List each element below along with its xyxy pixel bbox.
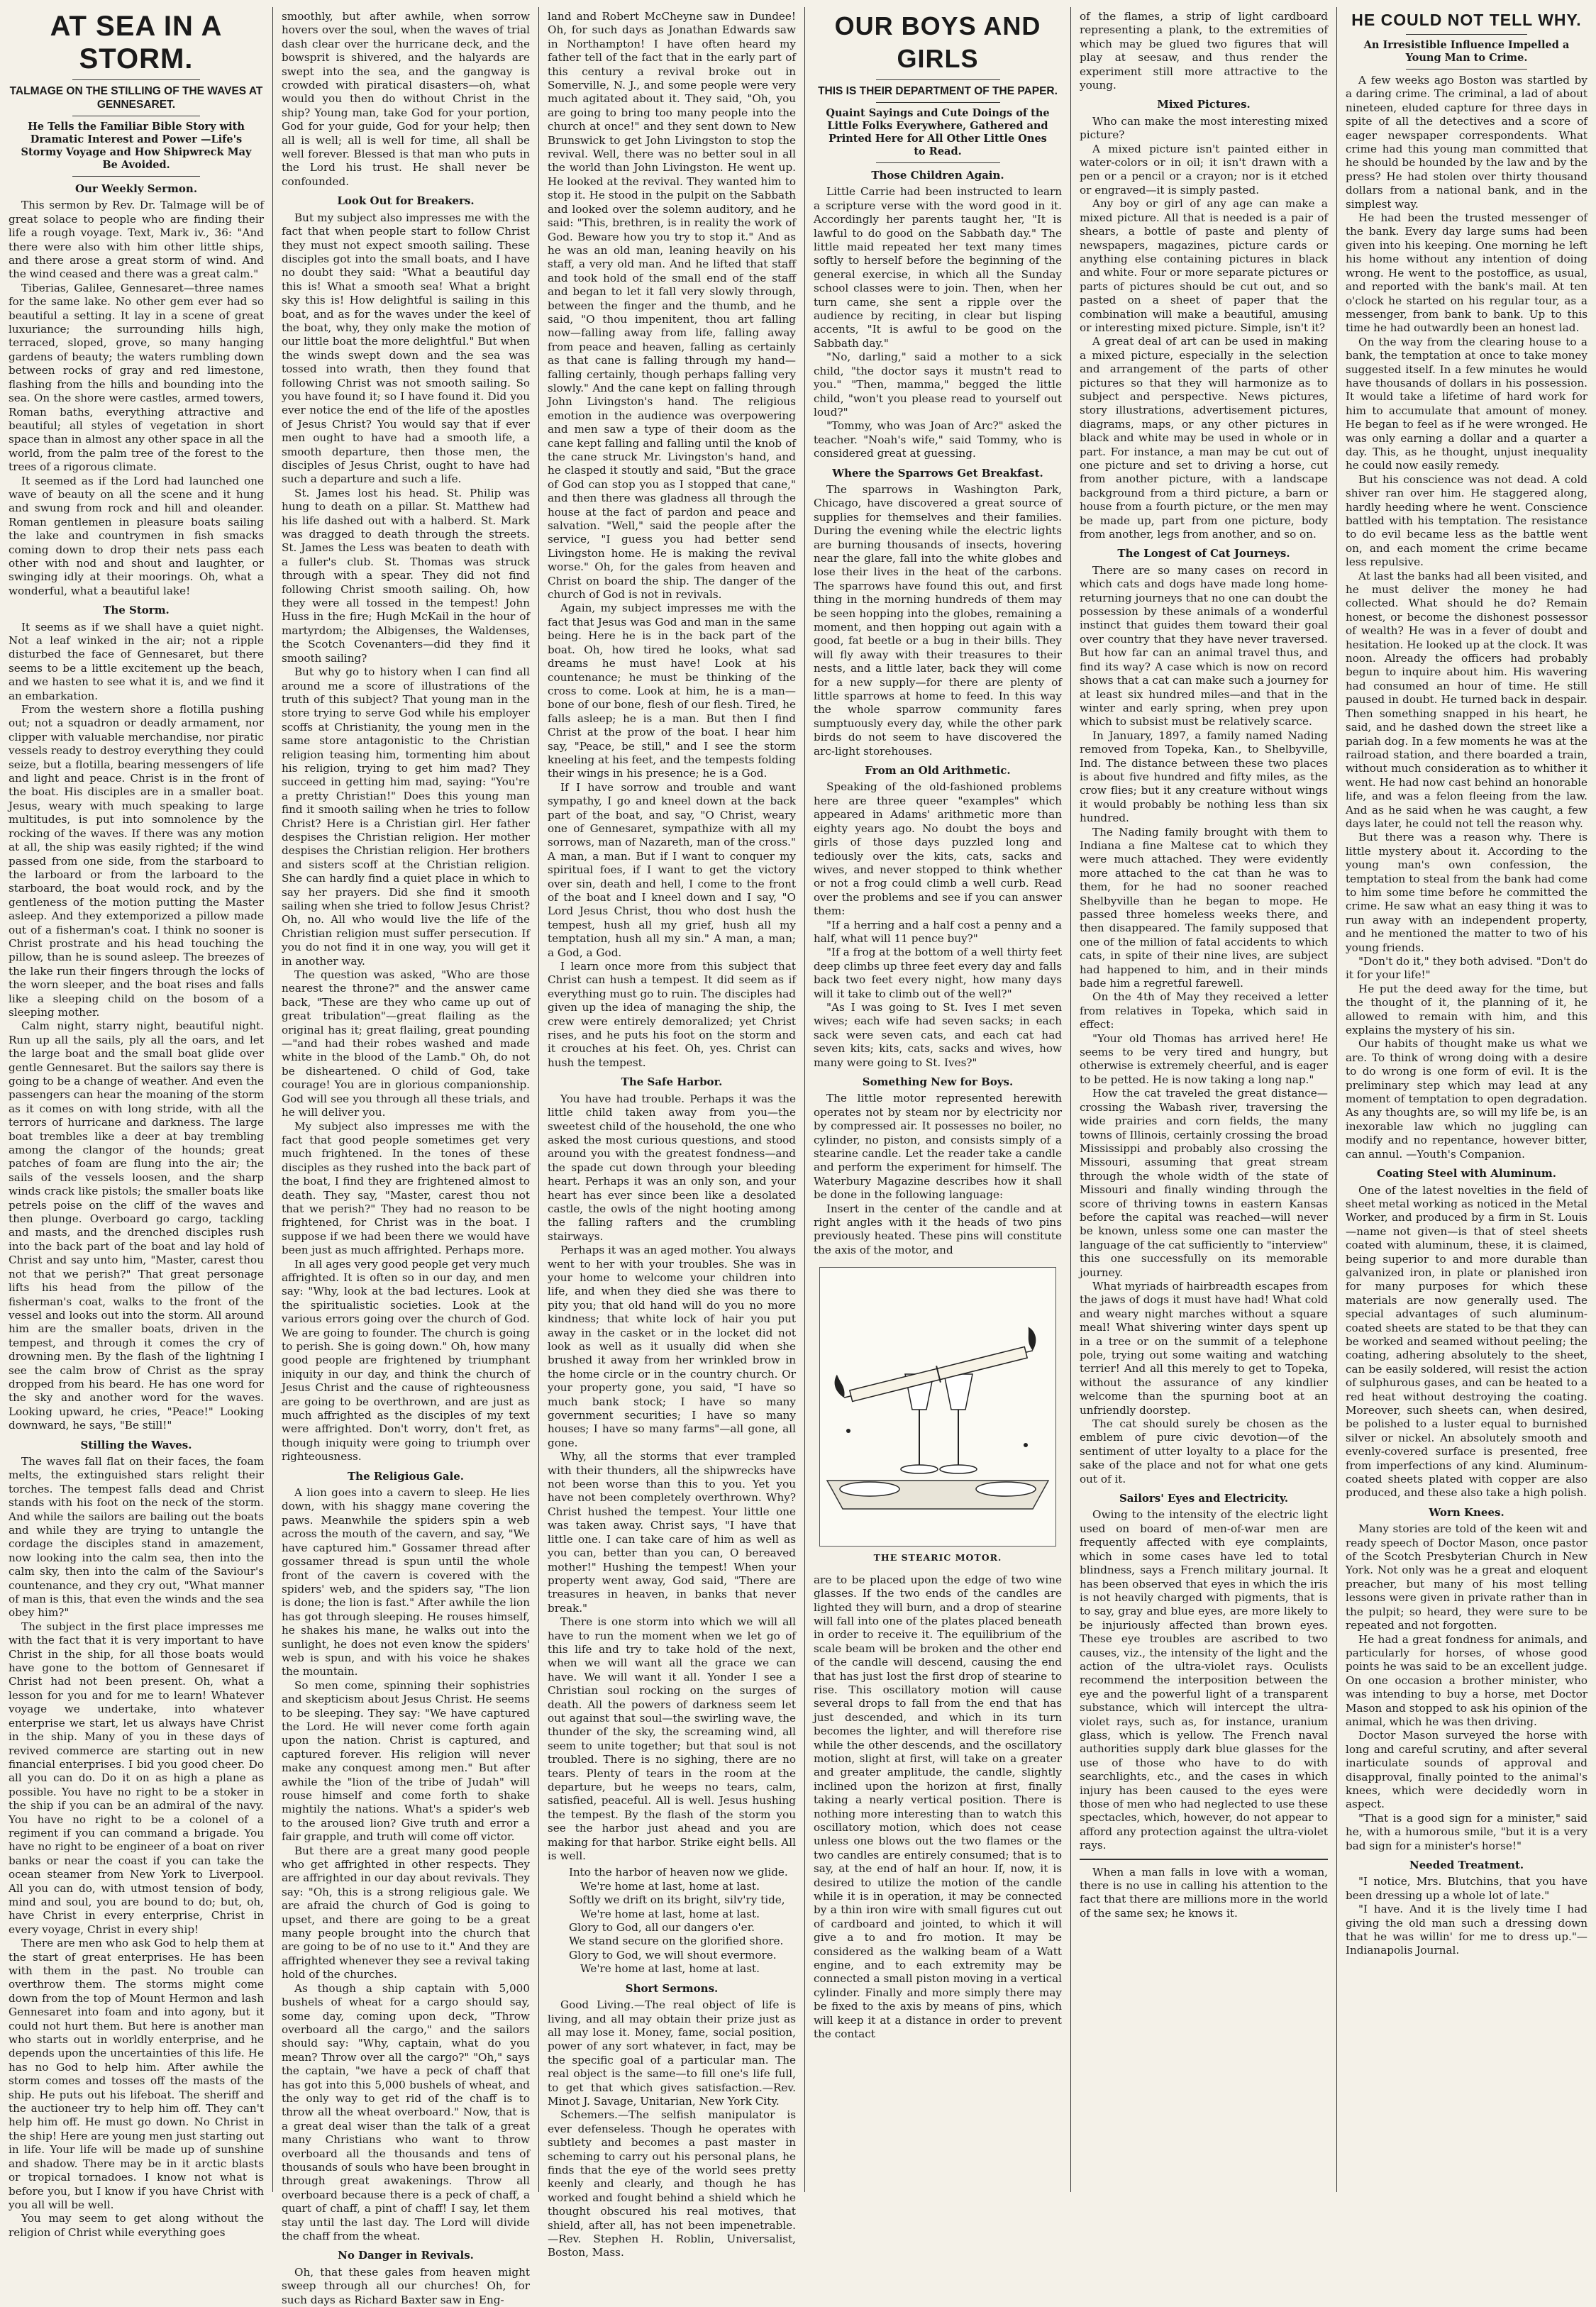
paragraph: Why, all the storms that ever trampled with their thunders, all the shipwrecks have not been worse than this to you. Yet you have not been completely overthrown. Why? Christ hushed the tempest. Your little one was taken away. Christ says, "I have that little one. I can take care of him as well as you can, better than you can, O bereaved mother!" Hushing the tempest! When your property went away, God said, "There are treasures in heaven, in banks that never break." (548, 1450, 796, 1615)
paragraph: I learn once more from this subject that Christ can hush a tempest. It did seem as if everything must go to ruin. The disciples had given up the idea of managing the ship, the crew were entirely demoralized; yet Christ rises, and he puts his foot on the storm and it crouches at his feet. Oh, yes. Christ can hush the tempest. (548, 960, 796, 1069)
section-heading: Those Children Again. (871, 169, 1004, 182)
column-rule (1070, 7, 1071, 2192)
paragraph: "Don't do it," they both advised. "Don't do it for your life!" (1346, 955, 1587, 982)
subhead: TALMAGE ON THE STILLING OF THE WAVES AT GENNESARET. (9, 85, 263, 111)
paragraph: "Your old Thomas has arrived here! He seems to be very tired and hungry, but otherwise is extremely cheerful, and is eager to be petted. He is now taking a long nap." (1080, 1031, 1328, 1086)
paragraph: From the western shore a flotilla pushing out; not a squadron or deadly armament, nor clipper with valuable merchandise, nor piratic vessels ready to destroy everything they could seize, but a flotilla, bearing messengers of life and light and peace. Christ is in the front of the boat. His disciples are in a smaller boat. Jesus, weary with much speaking to large multitudes, is put into somnolence by the rocking of the waves. If there was any motion at all, the ship was easily righted; if the wind passed from one side, from the starboard to the larboard or from the larboard to the starboard, the boat would rock, and by the gentleness of the motion putting the Master asleep. And they extemporized a pillow made out of a fisherman's coat. I think no sooner is Christ prostrate and his head touching the pillow, than he is sound asleep. The breezes of the lake run their fingers through the locks of the worn sleeper, and the boat rises and falls like a sleeping child on the bosom of a sleeping mother. (9, 703, 264, 1019)
paragraph: It seems as if we shall have a quiet night. Not a leaf winked in the air; not a ripple disturbed the face of Gennesaret, but there seems to be a little excitement up the beach, and we hasten to see what it is, and we find it an embarkation. (9, 620, 264, 702)
section-heading: The Storm. (103, 604, 170, 617)
paragraph: Many stories are told of the keen wit and ready speech of Doctor Mason, once pastor of the Scotch Presbyterian Church in New York. Not only was he a great and eloquent preacher, but many of his most telling lessons were given in private rather than in the pulpit; so heard, they were sure to be repeated and not forgotten. (1346, 1522, 1587, 1632)
subhead: THIS IS THEIR DEPARTMENT OF THE PAPER. (818, 85, 1058, 97)
paragraph: A few weeks ago Boston was startled by a daring crime. The criminal, a lad of about nineteen, eluded capture for three days in spite of all the detectives and a score of eager newspaper correspondents. What crime had this young man committed that he should be hounded by the law and by the press? He had stolen over thirty thousand dollars from a national bank, and in the simplest way. (1346, 74, 1587, 211)
section-heading: Sailors' Eyes and Electricity. (1119, 1492, 1289, 1505)
paragraph: The subject in the first place impresses me with the fact that it is very important to have Christ in the ship, for all those boats would have gone to the bottom of Gennesaret if Christ had not been present. Oh, what a lesson for you and for me to learn! Whatever voyage we undertake, into whatever enterprise we start, let us always have Christ in the ship. Many of you in these days of revived commerce are starting out in new financial enterprises. I bid you good cheer. Do all you can do. Do it on as high a plane as possible. You have no right to be a stoker in the ship if you can be an admiral of the navy. You have no right to be a colonel of a regiment if you can command a brigade. You have no right to be engineer of a boat on river banks or near the coast if you can take the ocean steamer from New York to Liverpool. All you can do, with utmost tension of body, mind and soul, you are bound to do; but, oh, have Christ in every enterprise, Christ in every voyage, Christ in every ship! (9, 1620, 264, 1936)
section-heading: From an Old Arithmetic. (865, 764, 1011, 778)
paragraph: He had been the trusted messenger of the bank. Every day large sums had been given into his keeping. One morning he left his home without any intention of doing wrong. He went to the postoffice, as usual, and reported with the bank's mail. At ten o'clock he started on his regular tour, as a messenger, from bank to bank. Up to this time he had outwardly been an honest lad. (1346, 211, 1587, 335)
headline-at-sea: AT SEA IN A STORM. (50, 11, 223, 74)
paragraph: But his conscience was not dead. A cold shiver ran over him. He staggered along, hardly heeding where he went. Conscience battled with his temptation. The resistance to do evil became less as the battle went on, and each moment the crime became less repulsive. (1346, 472, 1587, 569)
paragraph: St. James lost his head. St. Philip was hung to death on a pillar. St. Matthew had his life dashed out with a halberd. St. Mark was dragged to death through the streets. St. James the Less was beaten to death with a fuller's club. St. Thomas was struck through with a spear. They did not find following Christ smooth sailing. Oh, how they were all tossed in the tempest! John Huss in the fire; Hugh McKail in the hour of martyrdom; the Albigenses, the Waldenses, the Scotch Covenanters—did they find it smooth sailing? (282, 486, 530, 665)
section-heading: Needed Treatment. (1409, 1859, 1524, 1871)
paragraph: Again, my subject impresses me with the fact that Jesus was God and man in the same being. Here he is in the back part of the boat. Oh, how tired he looks, what sad dreams he must have! Look at his countenance; he must be thinking of the cross to come. Look at him, he is a man—bone of our bone, flesh of our flesh. Tired, he falls asleep; he is a man. But then I find Christ at the prow of the boat. I hear him say, "Peace, be still," and I see the storm kneeling at his feet, and the tempests folding their wings in his presence; he is a God. (548, 602, 796, 780)
divider (876, 79, 1000, 80)
paragraph: The cat should surely be chosen as the emblem of pure civic devotion—of the sentiment of utter loyalty to a place for the sake of the place and not for what one gets out of it. (1080, 1417, 1328, 1486)
paragraph: The waves fall flat on their faces, the foam melts, the extinguished stars relight their torches. The tempest falls dead and Christ stands with his foot on the neck of the storm. And while the sailors are bailing out the boats and while they are trying to untangle the cordage the disciples stand in amazement, now looking into the calm sea, then into the calm sky, then into the calm of the Saviour's countenance, and they cry out, "What manner of man is this, that even the winds and the sea obey him?" (9, 1454, 264, 1620)
poem-line: Into the harbor of heaven now we glide. (569, 1866, 788, 1879)
stearic-motor-illustration (819, 1267, 1056, 1547)
section-heading: No Danger in Revivals. (338, 2249, 474, 2262)
paragraph: Perhaps it was an aged mother. You always went to her with your troubles. She was in your home to welcome your children into life, and when they died she was there to pity you; that old hand will do you no more kindness; that white lock of hair you put away in the casket or in the locket did not look as well as it usually did when she brushed it away from her wrinkled brow in the home circle or in the country church. Or your property gone, you said, "I have so much bank stock; I have so many government securities; I have so many houses; I have so many farms"—all gone, all gone. (548, 1244, 796, 1449)
column-rule (804, 7, 805, 2192)
paragraph: "I have. And it is the lively time I had giving the old man such a dressing down that he was willin' for me to dress up."—Indianapolis Journal. (1346, 1903, 1587, 1957)
paragraph: "I notice, Mrs. Blutchins, that you have been dressing up a whole lot of late." (1346, 1875, 1587, 1902)
column-1 (9, 10, 264, 2239)
poem-line: We're home at last, home at last. (580, 1962, 760, 1976)
poem-line: Glory to God, all our dangers o'er. (569, 1921, 755, 1935)
paragraph: You have had trouble. Perhaps it was the little child taken away from you—the sweetest child of the household, the one who asked the most curious questions, and stood around you with the greatest fondness—and the spade cut down through your bleeding heart. Perhaps it was an only son, and your heart has ever since been like a desolated castle, the owls of the night hooting among the falling rafters and the crumbling stairways. (548, 1092, 796, 1243)
section-heading: Stilling the Waves. (80, 1438, 192, 1451)
poem (569, 1866, 796, 1976)
paragraph: The question was asked, "Who are those nearest the throne?" and the answer came back, "These are they who came up out of great tribulation"—great flailing as the original has it; great flailing, great pounding—"and had their robes washed and made white in the blood of the Lamb." Oh, do not be disheartened. O child of God, take courage! You are in glorious companionship. God will see you through all these trials, and he will deliver you. (282, 968, 530, 1119)
paragraph: "If a herring and a half cost a penny and a half, what will 11 pence buy?" (814, 918, 1062, 945)
illustration-caption: THE STEARIC MOTOR. (873, 1552, 1002, 1564)
paragraph: Oh, that these gales from heaven might sweep through all our churches! Oh, for such days as Richard Baxter saw in Eng- (282, 2265, 530, 2306)
paragraph: My subject also impresses me with the fact that good people sometimes get very much frightened. In the tones of these disciples as they rushed into the back part of the boat, I find they are frightened almost to death. They say, "Master, carest thou not that we perish?" They had no reason to be frightened, for Christ was in the boat. I suppose if we had been there we would have been just as much affrighted. Perhaps more. (282, 1119, 530, 1257)
paragraph: There is one storm into which we will all have to run the moment when we let go of this life and try to take hold of the next, when we will want all the grace we can have. We will want it all. Yonder I see a Christian soul rocking on the surges of death. All the powers of darkness seem let out against that soul—the swirling wave, the thunder of the sky, the screaming wind, all seem to unite together; but that soul is not troubled. There is no sighing, there are no tears. Plenty of tears in the room at the departure, but he weeps no tears, calm, satisfied, peaceful. All is well. Jesus hushing the tempest. By the flash of the storm you see the harbor just ahead and you are making for that harbor. Strike eight bells. All is well. (548, 1615, 796, 1863)
paragraph: But there are a great many good people who get affrighted in other respects. They are affrighted in our day about revivals. They say: "Oh, this is a strong religious gale. We are afraid the church of God is going to upset, and there are going to be a great many people brought into the church that are going to be of no use to it." And they are affrighted whenever they see a revival taking hold of the churches. (282, 1844, 530, 1981)
poem-line: We're home at last, home at last. (580, 1879, 760, 1893)
paragraph: In all ages very good people get very much affrighted. It is often so in our day, and men say: "Why, look at the bad lectures. Look at the spiritualistic societies. Look at the various errors going over the church of God. We are going to founder. The church is going to perish. She is going down." Oh, how many good people are frightened by triumphant iniquity in our day, and think the church of Jesus Christ and the cause of righteousness are going to be overthrown, and are just as much affrighted as the disciples of my text were affrighted. Don't worry, don't fret, as though iniquity were going to triumph over righteousness. (282, 1257, 530, 1464)
paragraph: Tiberias, Galilee, Gennesaret—three names for the same lake. No other gem ever had so beautiful a setting. It lay in a scene of great luxuriance; the surrounding hills high, terraced, sloped, grove, so many hanging gardens of beauty; the waters rumbling down between rocks of gray and red limestone, flashing from the hills and bounding into the sea. On the shore were castles, armed towers, Roman baths, everything attractive and beautiful; all styles of vegetation in short space than in almost any other space in all the world, from the palm tree of the forest to the trees of a rigorous climate. (9, 281, 264, 474)
paragraph: Speaking of the old-fashioned problems here are three queer "examples" which appeared in Adams' arithmetic more than eighty years ago. No doubt the boys and girls of those days puzzled long and tediously over the kits, cats, sacks and wives, and never stopped to think whether or not a frog could climb a well curb. Read over the problems and see if you can answer them: (814, 780, 1062, 918)
poem-line: We stand secure on the glorified shore. (569, 1935, 784, 1948)
section-heading: Worn Knees. (1429, 1505, 1504, 1519)
section-heading: Coating Steel with Aluminum. (1376, 1167, 1557, 1180)
paragraph: How the cat traveled the great distance—crossing the Wabash river, traversing the wide prairies and corn fields, the many towns of Illinois, certainly crossing the broad Mississippi and probably also crossing the Missouri, assuming that great stream through the whole width of the state of Missouri and finally winding through the score of thriving towns in eastern Kansas before the capital was reached—will never be known, unless some one can master the language of the cat sufficiently to "interview" this one successfully on its memorable journey. (1080, 1087, 1328, 1279)
paragraph: A great deal of art can be used in making a mixed picture, especially in the selection and arrangement of the parts of other pictures so that they will harmonize as to subject and perspective. News pictures, story illustrations, advertisement pictures, diagrams, maps, or any other pictures in black and white may be used in whole or in part. For instance, a man may be cut out of one picture and set to driving a horse, cut from another picture, with a landscape background from a third picture, a barn or house from a fourth picture, or the men may be made up, part from one picture, body from another, legs from another, and so on. (1080, 335, 1328, 541)
paragraph: A mixed picture isn't painted either in water-colors or in oil; it isn't drawn with a pen or a pencil or a crayon; nor is it etched or engraved—it is simply pasted. (1080, 142, 1328, 197)
paragraph: At last the banks had all been visited, and he must deliver the money he had collected. What should he do? Remain honest, or become the dishonest possessor of wealth? He was in a fever of doubt and hesitation. He looked up at the clock. It was noon. Already the officers had probably begun to inquire about him. His wavering had consumed an hour of time. He still paused in doubt. He turned back in despair. Then something snapped in his heart, he said, and he dashed down the street like a pariah dog. In a few moments he was at the railroad station, and there boarded a train, without much consideration as to whither it went. He had now cast behind an honorable life, and was a felon fleeing from the law. And as he said when he was caught, a few days later, he could not tell the reason why. (1346, 569, 1587, 830)
column-2 (282, 10, 530, 2306)
paragraph: "Tommy, who was Joan of Arc?" asked the teacher. "Noah's wife," said Tommy, who is considered great at guessing. (814, 419, 1062, 460)
paragraph: But why go to history when I can find all around me a score of illustrations of the truth of this subject? That young man in the store trying to serve God while his employer scoffs at Christianity, the young men in the same store antagonistic to the Christian religion teasing him, tormenting him about his religion, trying to get him mad? They succeed in getting him mad, saying: "You're a pretty Christian!" Does this young man find it smooth sailing when he tries to follow Christ? Here is a Christian girl. Her father despises the Christian religion. Her mother despises the Christian religion. Her brothers and sisters scoff at the Christian religion. She can hardly find a quiet place in which to say her prayers. Did she find it smooth sailing when she tried to follow Jesus Christ? Oh, no. All who would live the life of the Christian religion must suffer persecution. If you do not find it in one way, you will get it in another way. (282, 665, 530, 968)
paragraph: One of the latest novelties in the field of sheet metal working as noticed in the Metal Worker, and produced by a firm in St. Louis—name not given—is that of steel sheets coated with aluminum, these, it is claimed, being superior to and more durable than galvanized iron, in plate or planished iron for many purposes for which these materials are now generally used. The special advantages of such aluminum-coated sheets are stated to be that they can be worked and seamed without peeling; the coating, adhering absolutely to the sheet, can be easily soldered, will resist the action of sulphurous gases, and can be heated to a red heat without destroying the coating. Moreover, such sheets can, when desired, be polished to a luster equal to burnished silver or nickel. An absolutely smooth and evenly-covered surface is presented, free from imperfections of any kind. Aluminum-coated sheets plated with copper are also produced, and these also take a high polish. (1346, 1183, 1587, 1500)
paragraph: Any boy or girl of any age can make a mixed picture. All that is needed is a pair of shears, a bottle of paste and plenty of newspapers, magazines, picture cards or anything else containing pictures in black and white. Four or more separate pictures or parts of pictures should be cut out, and so pasted on a sheet of paper that the combination will make a beautiful, amusing or interesting mixed picture. Simple, isn't it? (1080, 197, 1328, 334)
paragraph: are to be placed upon the edge of two wine glasses. If the two ends of the candles are lighted they will burn, and a drop of stearine will fall into one of the plates placed beneath in order to receive it. The equilibrium of the scale beam will be broken and the other end of the candle will descend, causing the end that has just lost the first drop of stearine to rise. This oscillatory motion will cause several drops to fall from the end that has just descended, and which in its turn becomes the lighter, and will therefore rise while the other descends, and the oscillatory motion, slight at first, will take on a greater and greater amplitude, the candle, slightly inclined upon the horizon at first, finally taking a nearly vertical position. There is nothing more interesting than to watch this oscillatory motion, which does not cease unless one blows out the two flames or the two candles are entirely consumed; that is to say, at the end of half an hour. If, now, it is desired to utilize the motion of the candle while it is in operation, it may be connected by a thin iron wire with small figures cut out of cardboard and jointed, to which it will give a to and fro motion. It may be considered as the walking beam of a Watt engine, and to each extremity may be connected a small piston moving in a vertical cylinder. Finally and more simply there may be fixed to the axis by means of pins, which will keep it at a distance in order to prevent the contact (814, 1573, 1062, 2041)
section-heading: The Safe Harbor. (621, 1075, 723, 1089)
deck: He Tells the Familiar Bible Story with Dramatic Interest and Power —Life's Stormy Voyage and How Shipwreck May Be Avoided. (21, 121, 252, 171)
section-heading: The Religious Gale. (348, 1469, 464, 1483)
paragraph: When a man falls in love with a woman, there is no use in calling his attention to the fact that there are millions more in the world of the same sex; he knows it. (1080, 1865, 1328, 1920)
paragraph: The little motor represented herewith operates not by steam nor by electricity nor by compressed air. It possesses no boiler, no cylinder, no piston, and consists simply of a stearine candle. Let the reader take a candle and perform the experiment for himself. The Waterbury Magazine describes how it shall be done in the following language: (814, 1092, 1062, 1202)
section-heading: Mixed Pictures. (1157, 98, 1251, 111)
paragraph: This sermon by Rev. Dr. Talmage will be of great solace to people who are finding their life a rough voyage. Text, Mark iv., 36: "And there were also with him other little ships, and there arose a great storm of wind. And the wind ceased and there was a great calm." (9, 199, 264, 281)
stearic-motor-drawing (820, 1268, 1055, 1544)
column-rule (1336, 7, 1337, 2192)
divider (876, 162, 1000, 163)
paragraph: So men come, spinning their sophistries and skepticism about Jesus Christ. He seems to be sleeping. They say: "We have captured the Lord. He will never come forth again upon the nation. Christ is captured, and captured forever. His religion will never make any conquest among men." But after awhile the "lion of the tribe of Judah" will rouse himself and come forth to shake mightily the nations. What's a spider's web to the aroused lion? Give truth and error a fair grapple, and truth will come off victor. (282, 1678, 530, 1844)
paragraph: If I have sorrow and trouble and want sympathy, I go and kneel down at the back part of the boat, and say, "O Christ, weary one of Gennesaret, sympathize with all my sorrows, man of Nazareth, man of the cross." A man, a man. But if I want to conquer my spiritual foes, if I want to get the victory over sin, death and hell, I come to the front of the boat and I kneel down and I say, "O Lord Jesus Christ, thou who dost hush the tempest, hush all my grief, hush all my temptation, hush all my sin." A man, a man; a God, a God. (548, 780, 796, 959)
headline-boys-girls: OUR BOYS AND GIRLS (834, 11, 1041, 73)
paragraph: "As I was going to St. Ives I met seven wives; each wife had seven sacks; in each sack were seven cats, and each cat had seven kits; kits, cats, sacks and wives, how many were going to St. Ives?" (814, 1000, 1062, 1069)
paragraph: On the way from the clearing house to a bank, the temptation at once to take money suggested itself. In a few minutes he would have thousands of dollars in his possession. It would take a lifetime of hard work for him to accumulate that amount of money. He began to feel as if he were wronged. He was only earning a dollar and a quarter a day. This, as he thought, unjust inequality he could now easily remedy. (1346, 335, 1587, 472)
paragraph: Owing to the intensity of the electric light used on board of men-of-war men are frequently affected with eye complaints, which in some cases have led to total blindness, says a French military journal. It has been observed that eyes in which the iris is not heavily charged with pigments, that is to say, gray and blue eyes, are more likely to be injuriously affected than brown eyes. These eye troubles are ascribed to two causes, viz., the intensity of the light and the action of the ultra-violet rays. Oculists recommend the interposition between the eye and the powerful light of a transparent substance, which will intercept the ultra-violet rays, such as, for instance, uranium glass, which is yellow. The French naval authorities supply dark blue glasses for the use of those who have to do with searchlights, etc., and the cases in which injury has been caused to the eyes were those of men who had neglected to use these spectacles, which, however, do not appear to afford any protection against the ultra-violet rays. (1080, 1508, 1328, 1852)
section-heading: Short Sermons. (625, 1981, 719, 1995)
poem-line: Softly we drift on its bright, silv'ry tide, (569, 1893, 785, 1907)
paragraph: of the flames, a strip of light cardboard representing a plank, to the extremities of which may be glued two figures that will play at seesaw, and thus render the experiment still more attractive to the young. (1080, 10, 1328, 92)
paragraph: "That is a good sign for a minister," said he, with a humorous smile, "but it is a very bad sign for a minister's horse!" (1346, 1811, 1587, 1852)
section-heading: Our Weekly Sermon. (74, 182, 198, 195)
paragraph: "No, darling," said a mother to a sick child, "the doctor says it mustn't read to you." "Then, mamma," begged the little child, "won't you please read to yourself out loud?" (814, 350, 1062, 419)
divider (72, 79, 200, 80)
paragraph: Little Carrie had been instructed to learn a scripture verse with the word good in it. Accordingly her parents taught her, "It is lawful to do good on the Sabbath day." The little maid repeated her text many times softly to herself before the beginning of the general exercise, in which all the Sunday school classes were to join. Then, when her turn came, she sent a ripple over the audience by reciting, in clear but lisping accents, "It is awful to be good on the Sabbath day." (814, 185, 1062, 350)
column-rule (272, 7, 273, 2192)
paragraph: Our habits of thought make us what we are. To think of wrong doing with a desire to do wrong is one form of evil. It is the preliminary step which may lead at any moment of temptation to open degradation. As any thoughts are, so will my life be, is an inexorable law which no juggling can modify and no repentance, however bitter, can annul. —Youth's Companion. (1346, 1037, 1587, 1161)
paragraph: He put the deed away for the time, but the thought of it, the planning of it, he allowed to remain with him, and this explains the mystery of his sin. (1346, 982, 1587, 1037)
paragraph: land and Robert McCheyne saw in Dundee! Oh, for such days as Jonathan Edwards saw in Northampton! I have often heard my father tell of the fact that in the early part of this century a revival broke out in Somerville, N. J., and some people were very much agitated about it. They said, "Oh, you are going to bring too many people into the church at once!" and they sent down to New Brunswick to get John Livingston to stop the revival. Well, there was no better soul in all the world than John Livingston. He went up. He looked at the revival. They wanted him to stop it. He stood in the pulpit on the Sabbath and looked over the solemn auditory, and he said: "This, brethren, is in reality the work of God. Beware how you try to stop it." And as he was an old man, leaning heavily on his staff, a very old man. And he lifted that staff and took hold of the small end of the staff and began to let it fall very slowly through, between the finger and the thumb, and he said, "O thou impenitent, thou art falling now—falling away from life, falling away from peace and heaven, falling as certainly as that cane is falling through my hand—falling certainly, though perhaps falling very slowly." And the cane kept on falling through John Livingston's hand. The religious emotion in the audience was overpowering and men saw a type of their doom as the cane kept falling and falling until the knob of the cane struck Mr. Livingston's hand, and he clasped it stoutly and said, "But the grace of God can stop you as I stopped that cane," and then there was gladness all through the house at the fact of pardon and peace and salvation. "Well," said the people after the service, "I guess you had better send Livingston home. He is making the revival worse." Oh, for the gales from heaven and Christ on board the ship. The danger of the church of God is not in revivals. (548, 10, 796, 602)
paragraph: There are men who ask God to help them at the start of great enterprises. He has been with them in the past. No trouble can overthrow them. The storms might come down from the top of Mount Hermon and lash Gennesaret into foam and into agony, but it could not hurt them. But here is another man who starts out in worldly enterprise, and he depends upon the uncertainties of this life. He has no God to help him. After awhile the storm comes and tosses off the masts of the ship. He puts out his lifeboat. The sheriff and the auctioneer try to help him off. They can't help him off. He must go down. No Christ in the ship! Here are young men just starting out in life. Your life will be made up of sunshine and shadow. There may be in it arctic blasts or tropical tornadoes. I know not what is before you, but I know if you have Christ with you all will be well. (9, 1937, 264, 2211)
column-5 (1080, 10, 1328, 2188)
paragraph: Insert in the center of the candle and at right angles with it the heads of two pins previously heated. These pins will constitute the axis of the motor, and (814, 1202, 1062, 1256)
paragraph: A lion goes into a cavern to sleep. He lies down, with his shaggy mane covering the paws. Meanwhile the spiders spin a web across the mouth of the cavern, and say, "We have captured him." Gossamer thread after gossamer thread is spun until the whole front of the cavern is covered with the spiders' web, and the spiders say, "The lion is done; the lion is fast." After awhile the lion has got through sleeping. He rouses himself, he shakes his mane, he walks out into the sunlight, he does not even know the spiders' web is spun, and with his voice he shakes the mountain. (282, 1486, 530, 1678)
paragraph: "If a frog at the bottom of a well thirty feet deep climbs up three feet every day and falls back two feet every night, how many days will it take to climb out of the well?" (814, 946, 1062, 1000)
paragraph: Schemers.—The selfish manipulator is ever defenseless. Though he operates with subtlety and becomes a past master in scheming to carry out his personal plans, he finds that the eye of the world sees pretty keenly and clearly, and though he has worked and fought behind a shield which he thought obscured his real motives, that shield, after all, has not been impenetrable.—Rev. Stephen H. Roblin, Universalist, Boston, Mass. (548, 2108, 796, 2259)
deck: An Irresistible Influence Impelled a Young Man to Crime. (1363, 39, 1570, 64)
divider (72, 176, 200, 177)
paragraph: In January, 1897, a family named Nading removed from Topeka, Kan., to Shelbyville, Ind. The distance between these two places is about five hundred and fifty miles, as the crow flies; but it any creature without wings it would probably be nothing less than six hundred. (1080, 729, 1328, 825)
column-rule (538, 7, 539, 2192)
paragraph: The Nading family brought with them to Indiana a fine Maltese cat to which they were much attached. They were evidently more attached to the cat than he was to them, for he had no sooner reached Shelbyville than he began to mope. He passed three homeless weeks there, and then disappeared. The family supposed that one of the million of fatal accidents to which cats, in spite of their nine lives, are subject had happened to him, and in their minds bade him a regretful farewell. (1080, 825, 1328, 990)
column-3 (548, 10, 796, 2259)
paragraph: The sparrows in Washington Park, Chicago, have discovered a great source of supplies for themselves and their families. During the evening while the electric lights are burning thousands of insects, hovering near the glare, fall into the white globes and lose their lives in the heat of the carbons. The sparrows have found this out, and first thing in the morning hundreds of them may be seen hopping into the globes, remaining a moment, and then hopping out again with a good, fat beetle or a bug in their bills. They will fly away with their treasures to their nests, and a little later, back they will come for a new supply—for there are plenty of little sparrows at home to feed. In this way the whole sparrow community fares sumptuously every day, while the other park birds do not seem to have discovered the arc-light storehouses. (814, 482, 1062, 758)
divider (1080, 1859, 1328, 1860)
paragraph: It seemed as if the Lord had launched one wave of beauty on all the scene and it hung and swung from rock and hill and oleander. Roman gentlemen in pleasure boats sailing the lake and countrymen in fish smacks coming down to drop their nets pass each other with nod and shout and laughter, or swinging idly at their moorings. Oh, what a wonderful, what a beautiful lake! (9, 474, 264, 597)
paragraph: Doctor Mason surveyed the horse with long and careful scrutiny, and after several inarticulate sounds of approval and disapproval, finally pointed to the animal's knees, which were decidedly worn in aspect. (1346, 1729, 1587, 1811)
paragraph: Who can make the most interesting mixed picture? (1080, 114, 1328, 142)
paragraph: Calm night, starry night, beautiful night. Run up all the sails, ply all the oars, and let the large boat and the small boat glide over gentle Gennesaret. But the sailors say there is going to be a change of weather. And even the passengers can hear the moaning of the storm as it comes on with long stride, with all the terrors of hurricane and darkness. The large boat trembles like a deer at bay trembling among the clangor of the hounds; great patches of foam are flung into the air; the sails of the vessels loosen, and the sharp winds crack like pistols; the smaller boats like petrels poise on the cliff of the waves and then plunge. Overboard go cargo, tackling and masts, and the drenched disciples rush into the back part of the boat and lay hold of Christ and say unto him, "Master, carest thou not that we perish?" That great personage lifts his head from the pillow of the fisherman's coat, walks to the front of the vessel and looks out into the storm. All around him are the smaller boats, driven in the tempest, and through it comes the cry of drowning men. By the flash of the lightning I see the calm brow of Christ as the spray dropped from his beard. He has one word for the sky and another word for the waves. Looking upward, he cries, "Peace!" Looking downward, he says, "Be still!" (9, 1019, 264, 1432)
paragraph: But there was a reason why. There is little mystery about it. According to the young man's own confession, the temptation to steal from the bank had come to him some time before he committed the crime. He saw what an easy thing it was to run away with an independent property, and he mentioned the matter to two of his young friends. (1346, 831, 1587, 954)
divider (1406, 69, 1527, 70)
section-heading: Look Out for Breakers. (337, 194, 475, 208)
headline-could-not-tell: HE COULD NOT TELL WHY. (1351, 11, 1582, 29)
divider (876, 102, 1000, 103)
paragraph: But my subject also impresses me with the fact that when people start to follow Christ they must not expect smooth sailing. These disciples got into the small boats, and I have no doubt they said: "What a beautiful day this is! What a smooth sea! What a bright sky this is! How delightful is sailing in this boat, and as for the waves under the keel of the boat, why, they only make the motion of our little boat the more delightful." But when the winds swept down and the sea was tossed into wrath, then they found that following Christ was not smooth sailing. So you have found it; so I have found it. Did you ever notice the end of the life of the apostles of Jesus Christ? You would say that if ever men ought to have had a smooth life, a smooth departure, then those men, the disciples of Jesus Christ, ought to have had such a departure and such a life. (282, 211, 530, 486)
poem-line: We're home at last, home at last. (580, 1907, 760, 1920)
section-heading: Something New for Boys. (862, 1075, 1014, 1088)
section-heading: The Longest of Cat Journeys. (1117, 547, 1290, 560)
paragraph: What myriads of hairbreadth escapes from the jaws of dogs it must have had! What cold and weary night marches without a square meal! What shivering winter days spent up in a tree or on the summit of a telephone pole, trying out some waiting and watching terrier! And all this merely to get to Topeka, without the assurance of any kindlier welcome than the spurning boot at an unfriendly doorstep. (1080, 1279, 1328, 1417)
column-6 (1346, 10, 1587, 2188)
paragraph: On the 4th of May they received a letter from relatives in Topeka, which said in effect: (1080, 990, 1328, 1031)
paragraph: Good Living.—The real object of life is living, and all may obtain their prize just as all may lose it. Money, fame, social position, power of any sort whatever, in fact, may be the specific goal of a particular man. The real object is the same—to fill one's life full, to get that which gives satisfaction.—Rev. Minot J. Savage, Unitarian, New York City. (548, 1998, 796, 2108)
paragraph: smoothly, but after awhile, when sorrow hovers over the soul, when the waves of trial dash clear over the hurricane deck, and the bowsprit is shivered, and the halyards are swept into the sea, and the gangway is crowded with piratical disasters—oh, what would you then do without Christ in the ship? Young man, take God for your portion, God for your guide, God for your help; then all is well; all is well for time, all shall be well forever. Blessed is that man who puts in the Lord his trust. He shall never be confounded. (282, 10, 530, 188)
deck: Quaint Sayings and Cute Doings of the Little Folks Everywhere, Gathered and Printed Here for All Other Little Ones to Read. (826, 107, 1050, 157)
paragraph: He had a great fondness for animals, and particularly for horses, of whose good points he was said to be an excellent judge. On one occasion a brother minister, who was intending to buy a horse, met Doctor Mason and stopped to ask his opinion of the animal, which he was then driving. (1346, 1632, 1587, 1728)
paragraph: There are so many cases on record in which cats and dogs have made long home-returning journeys that no one can doubt the possession by these animals of a wonderful instinct that guides them toward their goal over country that they have never traversed. But how far can an animal travel thus, and find its way? A case which is now on record shows that a cat can make such a journey for at least six hundred miles—and that in the winter and early spring, when prey upon which to subsist must be relatively scarce. (1080, 563, 1328, 729)
poem-line: Glory to God, we will shout evermore. (569, 1948, 777, 1962)
paragraph: As though a ship captain with 5,000 bushels of wheat for a cargo should say, some day, coming upon deck, "Throw overboard all the cargo," and the sailors should say: "Why, captain, what do you mean? Throw over all the cargo?" "Oh," says the captain, "we have a peck of chaff that has got into this 5,000 bushels of wheat, and the only way to get rid of the chaff is to throw all the wheat overboard." Now, that is a great deal wiser than the talk of a great many Christians who want to throw overboard all the thousands and tens of thousands of souls who have been brought in through great awakenings. Throw all overboard because there is a peck of chaff, a quart of chaff, a pint of chaff! I say, let them stay until the last day. The Lord will divide the chaff from the wheat. (282, 1981, 530, 2242)
paragraph: You may seem to get along without the religion of Christ while everything goes (9, 2212, 264, 2239)
divider (1406, 34, 1527, 35)
column-4 (814, 10, 1062, 2188)
section-heading: Where the Sparrows Get Breakfast. (832, 466, 1043, 480)
